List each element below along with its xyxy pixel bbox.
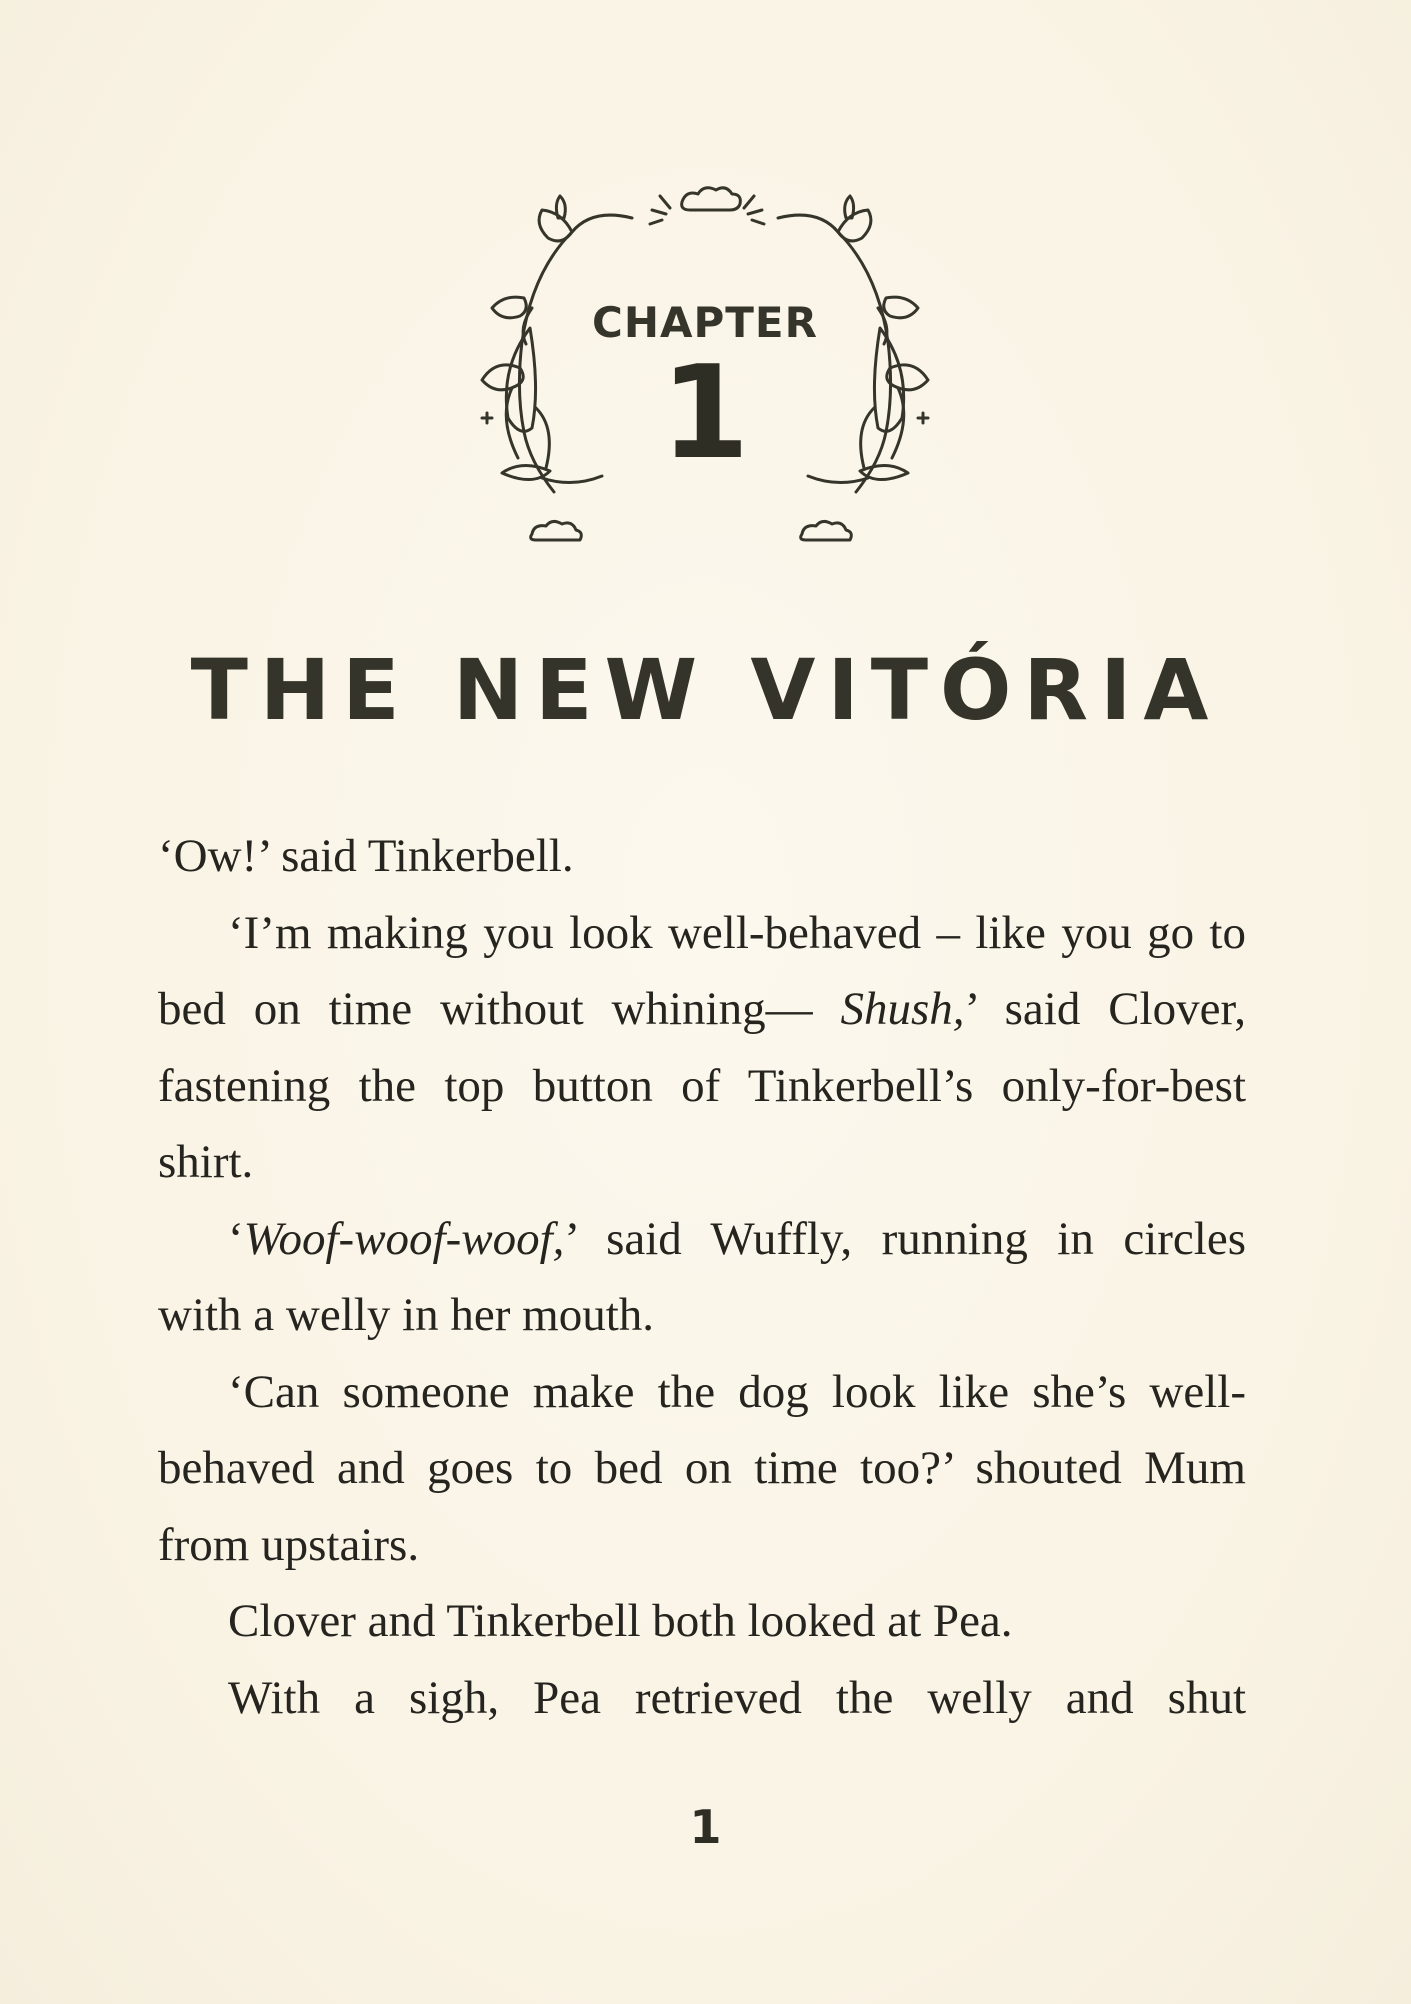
paragraph-text: ‘Ow!’ said Tinkerbell. <box>158 830 574 882</box>
paragraph-italic-text: Woof-woof-woof, <box>243 1212 565 1265</box>
chapter-number: 1 <box>660 339 750 488</box>
chapter-title: THE NEW VITÓRIA <box>190 641 1221 739</box>
paragraph <box>158 1583 1246 1660</box>
paragraph-text: ‘ <box>228 1212 244 1265</box>
chapter-label: CHAPTER <box>592 298 818 347</box>
chapter-emblem <box>462 178 948 558</box>
paragraph <box>158 895 1246 1201</box>
paragraph-text: ‘Can someone make the dog look like she’s well-behaved and goes to bed on time too?’ shouted Mum from upstairs. <box>158 1365 1246 1571</box>
paragraph-text: With a sigh, Pea retrieved the welly and shut <box>228 1671 1246 1724</box>
paragraph-text: ’ said Wuffly, running in circles with a welly in her mouth. <box>158 1212 1246 1341</box>
paragraph <box>158 818 1246 895</box>
paragraph-text: ’ said Clover, fastening the top button of Tinkerbell’s only-for-best shirt. <box>158 983 1246 1188</box>
paragraph <box>158 1660 1246 1737</box>
body-text <box>158 818 1246 1736</box>
page-number: 1 <box>689 1800 722 1854</box>
paragraph-text: ‘I’m making you look well-behaved – like you go to bed on time without whining— <box>158 906 1246 1035</box>
paragraph-text: Clover and Tinkerbell both looked at Pea. <box>228 1595 1013 1647</box>
paragraph <box>158 1354 1246 1584</box>
paragraph <box>158 1201 1246 1354</box>
paragraph-italic-text: Shush, <box>840 983 965 1035</box>
